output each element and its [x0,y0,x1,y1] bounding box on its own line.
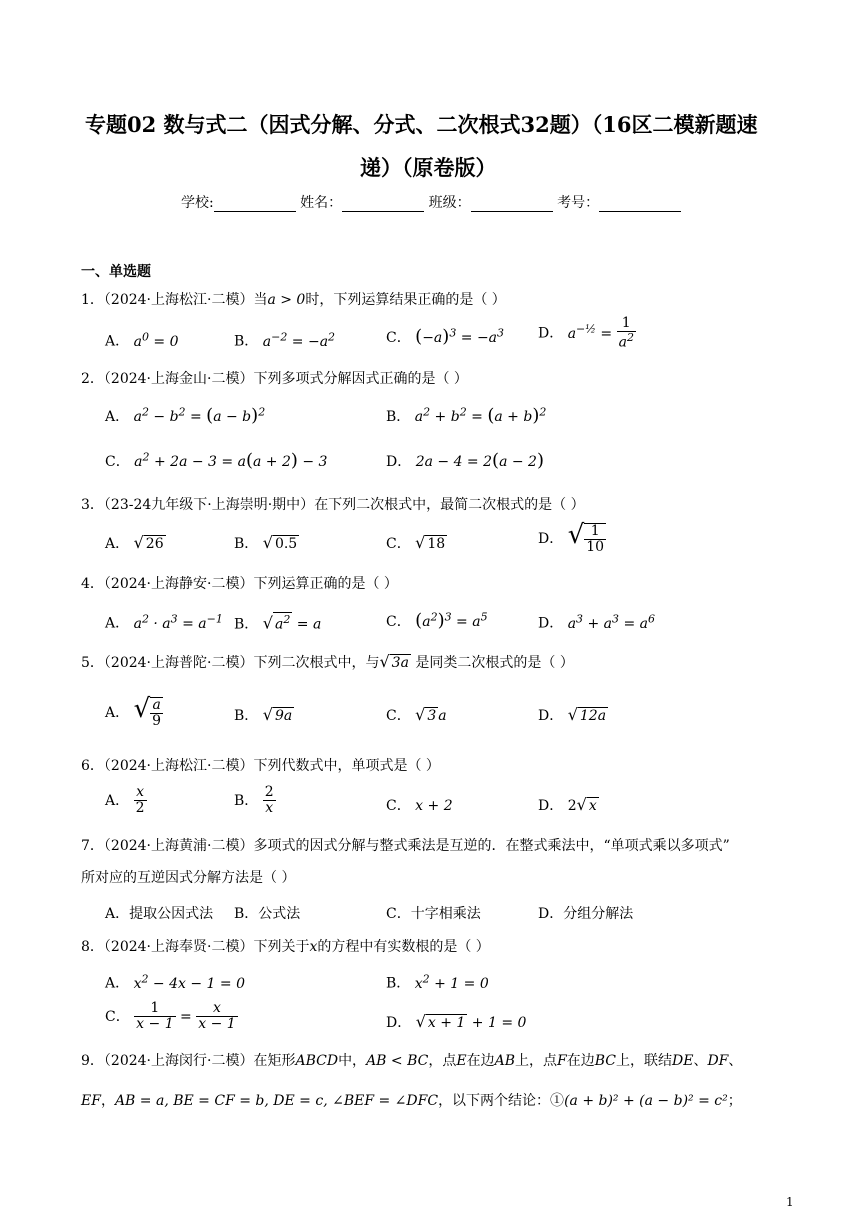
question-4 [81,573,398,593]
question-text: 是同类二次根式的是（ ） [415,655,574,671]
q2-option-c[interactable]: C． $a^2 + 2a - 3 = a(a + 2) - 3$ [105,450,328,471]
question-source: （2024·上海静安·二模） [103,576,254,592]
option-letter: B． [386,409,411,425]
page-title-line1: 专题02 数与式二（因式分解、分式、二次根式32题）（16区二模新题速 [85,112,758,137]
q4-option-d[interactable]: D． $a^3 + a^3 = a^6$ [538,612,656,632]
question-9 [81,1050,742,1070]
math-term: ABCD [295,1053,339,1069]
question-text: ； [727,1093,742,1109]
question-3 [81,494,585,514]
option-letter: B． [234,708,259,724]
option-letter: D． [386,454,412,470]
option-letter: D． [538,798,564,814]
question-number: 7． [81,838,104,854]
page-title-line2: 递）（原卷版） [360,155,497,180]
class-label: 班级： [428,195,471,211]
option-letter: A． [105,409,130,425]
q5-option-a[interactable]: A． √ $\frac{a}{9}$ [105,694,162,729]
question-2 [81,368,468,388]
option-text: 提取公因式法 [129,906,214,922]
q1-option-d[interactable]: D． $a^{-\frac{1}{2}}$ = $\frac{1}{a^2}$ [538,315,634,352]
question-text: 、 [728,1053,743,1069]
q8-option-a[interactable]: A． $x^2 - 4x - 1 = 0$ [105,972,245,992]
question-text: 在边 [566,1053,595,1069]
q7-option-d[interactable] [538,903,633,923]
q7-option-a[interactable] [105,903,213,923]
question-text: ，以下两个结论：① [438,1093,565,1109]
question-number: 6． [81,758,104,774]
question-source: （2024·上海金山·二模） [103,371,254,387]
question-text: ，点 [428,1053,457,1069]
question-number: 5． [81,655,104,671]
question-number: 2． [81,371,104,387]
option-text: 十字相乘法 [410,906,481,922]
question-text: 上，点 [515,1053,557,1069]
question-source: （2024·上海松江·二模） [103,292,254,308]
math-expression: AB = a, BE = CF = b, DE = c, ∠BEF = ∠DFC [114,1093,439,1109]
q4-option-a[interactable]: A． $a^2 \cdot a^3 = a^{-1}$ [105,612,223,632]
option-letter: B． [234,333,259,350]
question-text: 下列多项式分解因式正确的是（ ） [253,371,468,387]
q2-option-a[interactable]: A． $a^2 - b^2 = (a - b)^2$ [105,405,266,426]
option-letter: A． [105,615,130,632]
exam-no-label: 考号： [557,195,600,211]
option-letter: B． [386,975,411,992]
option-letter: B． [234,616,259,633]
question-source: （2024·上海普陀·二模） [103,655,254,671]
exam-no-blank[interactable] [599,196,681,212]
question-7-line2: 所对应的互逆因式分解方法是（ ） [81,870,296,886]
option-letter: D． [538,906,564,922]
q8-option-b[interactable]: B． $x^2 + 1 = 0$ [386,972,489,992]
question-8 [81,936,490,956]
question-5: 5．（2024·上海普陀·二模）下列二次根式中，与√ 3a 是同类二次根式的是（ ） [81,652,574,671]
q1-option-c[interactable]: C． $(-a)^3 = -a^3$ [386,326,505,347]
option-letter: D． [538,708,564,724]
q5-option-c[interactable]: C． √ 3 a [386,705,447,724]
question-source: （23-24九年级下·上海崇明·期中） [103,497,315,513]
option-letter: A． [105,906,130,922]
math-term: E [456,1053,467,1069]
q3-option-b[interactable]: B． √ 0.5 [234,533,298,552]
q2-option-b[interactable]: B． $a^2 + b^2 = (a + b)^2$ [386,405,547,426]
q3-option-a[interactable]: A． √ 26 [105,533,164,552]
section-heading: 一、单选题 [81,264,151,280]
q5-option-d[interactable]: D． √ 12a [538,705,607,724]
question-7 [81,835,730,855]
math-term: BC [594,1053,616,1069]
name-blank[interactable] [342,196,424,212]
q6-option-c[interactable]: C． x + 2 [386,798,453,814]
question-9-line2 [81,1090,742,1110]
option-letter: C． [386,330,411,346]
question-number: 4． [81,576,104,592]
q8-option-c[interactable]: C． $\frac{1}{x - 1}$ = $\frac{x}{x - 1}$ [105,1000,236,1033]
option-letter: B． [234,792,259,809]
question-1 [81,289,506,309]
question-text: 、 [693,1053,708,1069]
question-text: 时，下列运算结果正确的是（ ） [305,292,506,308]
class-blank[interactable] [471,196,553,212]
question-source: （2024·上海松江·二模） [103,758,254,774]
option-letter: D． [386,1015,412,1031]
option-text: 分组分解法 [563,906,634,922]
q1-option-a[interactable]: A． $a^0 = 0$ [105,330,179,350]
q4-option-b[interactable]: B． √ $a^2 = a$ [234,613,322,633]
q4-option-c[interactable]: C． $(a^2)^3 = a^5$ [386,610,488,631]
option-letter: C． [105,454,130,470]
option-letter: C． [386,708,411,724]
q1-option-b[interactable]: B． $a^{-2} = -a^2$ [234,330,336,350]
option-letter: D． [538,531,564,547]
name-label: 姓名： [300,195,343,211]
question-number: 1． [81,292,104,308]
option-letter: D． [538,325,564,342]
question-text: 下列关于 [253,939,310,955]
math-term: DF [707,1053,729,1069]
math-condition: a > 0 [267,292,306,308]
question-source: （2024·上海黄浦·二模） [103,838,254,854]
question-text: 上，联结 [615,1053,672,1069]
q6-option-a[interactable]: A． $\frac{x}{2}$ [105,784,145,817]
question-source: （2024·上海奉贤·二模） [103,939,254,955]
q6-option-d[interactable]: D． 2√ x [538,795,597,814]
question-text: 当 [253,292,268,308]
q7-option-b[interactable] [234,903,300,923]
option-text: 公式法 [258,906,301,922]
question-text: 下列运算正确的是（ ） [253,576,398,592]
option-letter: A． [105,333,130,350]
info-line [181,192,681,212]
math-term: EF [81,1093,101,1109]
question-text: ， [100,1093,115,1109]
option-letter: C． [386,614,411,630]
option-letter: C． [386,798,411,814]
math-variable: x [309,939,318,955]
option-letter: D． [538,615,564,632]
q3-option-d[interactable]: D． √ $\frac{1}{10}$ [538,520,605,555]
question-text: 的方程中有实数根的是（ ） [317,939,490,955]
option-letter: B． [234,906,259,922]
question-source: （2024·上海闵行·二模） [103,1053,254,1069]
question-text: 下列二次根式中，与 [253,655,380,671]
option-letter: C． [386,906,411,922]
question-text: 中， [338,1053,367,1069]
question-text: 多项式的因式分解与整式乘法是互逆的．在整式乘法中，“单项式乘以多项式” [253,838,730,854]
math-term: AB [494,1053,515,1069]
school-label: 学校: [181,195,214,211]
page-number: 1 [786,1195,794,1209]
option-letter: C． [386,536,411,552]
question-6 [81,755,440,775]
q5-option-b[interactable]: B． √ 9a [234,705,293,724]
question-text: 在边 [466,1053,495,1069]
question-number: 9． [81,1053,104,1069]
question-number: 3． [81,497,104,513]
q8-option-d[interactable]: D． √ x + 1 + 1 = 0 [386,1012,527,1031]
school-blank[interactable] [214,196,296,212]
question-text: 下列代数式中，单项式是（ ） [253,758,440,774]
q7-option-c[interactable] [386,903,481,923]
option-letter: A． [105,536,130,552]
option-letter: C． [105,1008,130,1025]
q3-option-c[interactable]: C． √ 18 [386,533,446,552]
question-text: 在矩形 [253,1053,296,1069]
math-expression: (a + b)² + (a − b)² = c² [564,1093,728,1109]
question-number: 8． [81,939,104,955]
math-term: DE [671,1053,694,1069]
question-text: 在下列二次根式中，最简二次根式的是（ ） [314,497,585,513]
math-term: AB < BC [366,1053,429,1069]
option-letter: A． [105,705,130,721]
q6-option-b[interactable]: B． $\frac{2}{x}$ [234,784,274,817]
q2-option-d[interactable]: D． 2a − 4 = 2(a − 2) [386,450,544,471]
math-term: F [557,1053,567,1069]
option-letter: A． [105,792,130,809]
option-letter: A． [105,975,130,992]
option-letter: B． [234,536,259,552]
